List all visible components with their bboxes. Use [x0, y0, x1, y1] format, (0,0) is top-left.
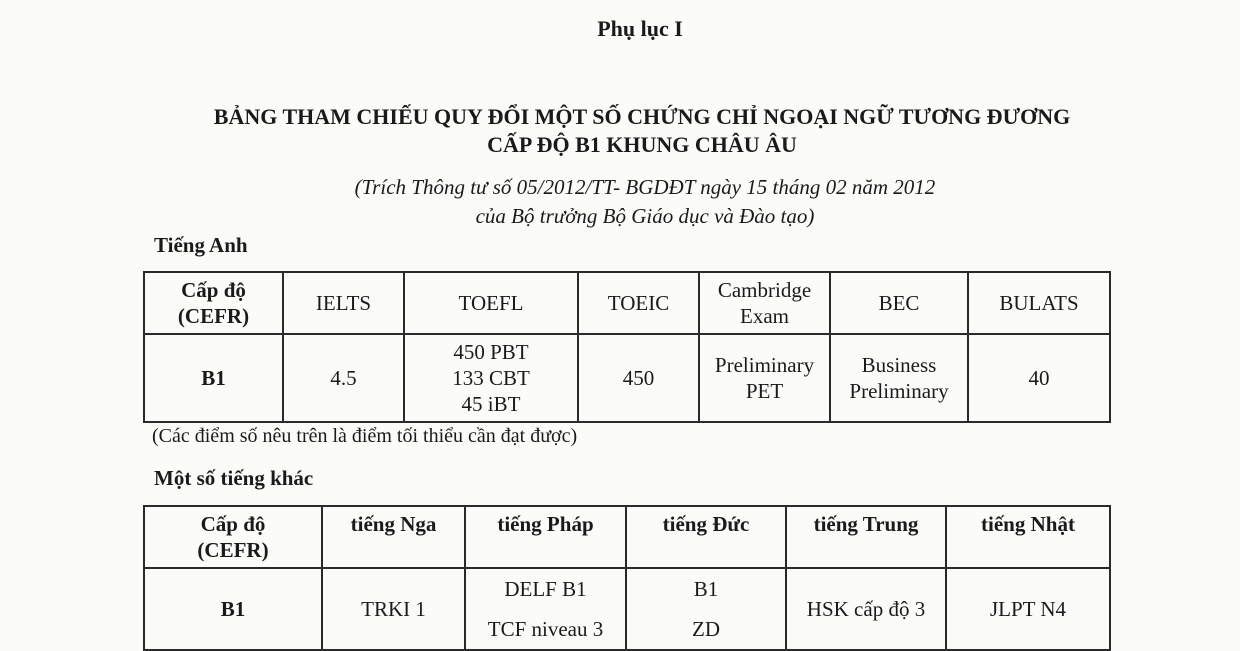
header-cell-level: Cấp độ (CEFR): [144, 506, 322, 568]
cell-toeic: 450: [578, 334, 699, 422]
cell-bec: Business Preliminary: [830, 334, 968, 422]
title-line-1: BẢNG THAM CHIẾU QUY ĐỔI MỘT SỐ CHỨNG CHỈ NGOẠI NGỮ TƯƠNG ĐƯƠNG: [213, 104, 1071, 129]
header-cell-french: tiếng Pháp: [465, 506, 626, 568]
document-title: [0, 103, 1240, 159]
cell-russian: TRKI 1: [322, 568, 465, 650]
cell-ielts: 4.5: [283, 334, 404, 422]
header-cell-ielts: IELTS: [283, 272, 404, 334]
cell-french: DELF B1 TCF niveau 3: [465, 568, 626, 650]
document-subtitle: [0, 173, 1240, 231]
appendix-title: Phụ lục I: [597, 16, 683, 41]
header-cell-bec: BEC: [830, 272, 968, 334]
header-cell-german: tiếng Đức: [626, 506, 786, 568]
cell-level: B1: [144, 334, 283, 422]
header-cell-toefl: TOEFL: [404, 272, 578, 334]
cell-german: B1 ZD: [626, 568, 786, 650]
cell-bulats: 40: [968, 334, 1110, 422]
table-row: [144, 568, 1110, 650]
header-cell-level: Cấp độ (CEFR): [144, 272, 283, 334]
table-row: [144, 334, 1110, 422]
table-header-row: [144, 272, 1110, 334]
header-cell-russian: tiếng Nga: [322, 506, 465, 568]
cell-chinese: HSK cấp độ 3: [786, 568, 946, 650]
other-languages-table: [143, 505, 1111, 651]
table-header-row: [144, 506, 1110, 568]
cell-cambridge: Preliminary PET: [699, 334, 830, 422]
header-cell-japanese: tiếng Nhật: [946, 506, 1110, 568]
header-cell-cambridge: Cambridge Exam: [699, 272, 830, 334]
title-line-2: CẤP ĐỘ B1 KHUNG CHÂU ÂU: [487, 132, 797, 157]
cell-japanese: JLPT N4: [946, 568, 1110, 650]
header-cell-toeic: TOEIC: [578, 272, 699, 334]
cell-level: B1: [144, 568, 322, 650]
header-cell-bulats: BULATS: [968, 272, 1110, 334]
minimum-score-note: (Các điểm số nêu trên là điểm tối thiểu cần đạt được): [152, 425, 578, 447]
english-equivalence-table: [143, 271, 1111, 423]
subtitle-line-2: của Bộ trưởng Bộ Giáo dục và Đào tạo): [475, 204, 815, 228]
section-heading-other-languages: Một số tiếng khác: [154, 466, 314, 490]
subtitle-line-1: (Trích Thông tư số 05/2012/TT- BGDĐT ngày 15 tháng 02 năm 2012: [354, 175, 936, 199]
header-cell-chinese: tiếng Trung: [786, 506, 946, 568]
cell-toefl: 450 PBT 133 CBT 45 iBT: [404, 334, 578, 422]
section-heading-english: Tiếng Anh: [154, 233, 248, 257]
